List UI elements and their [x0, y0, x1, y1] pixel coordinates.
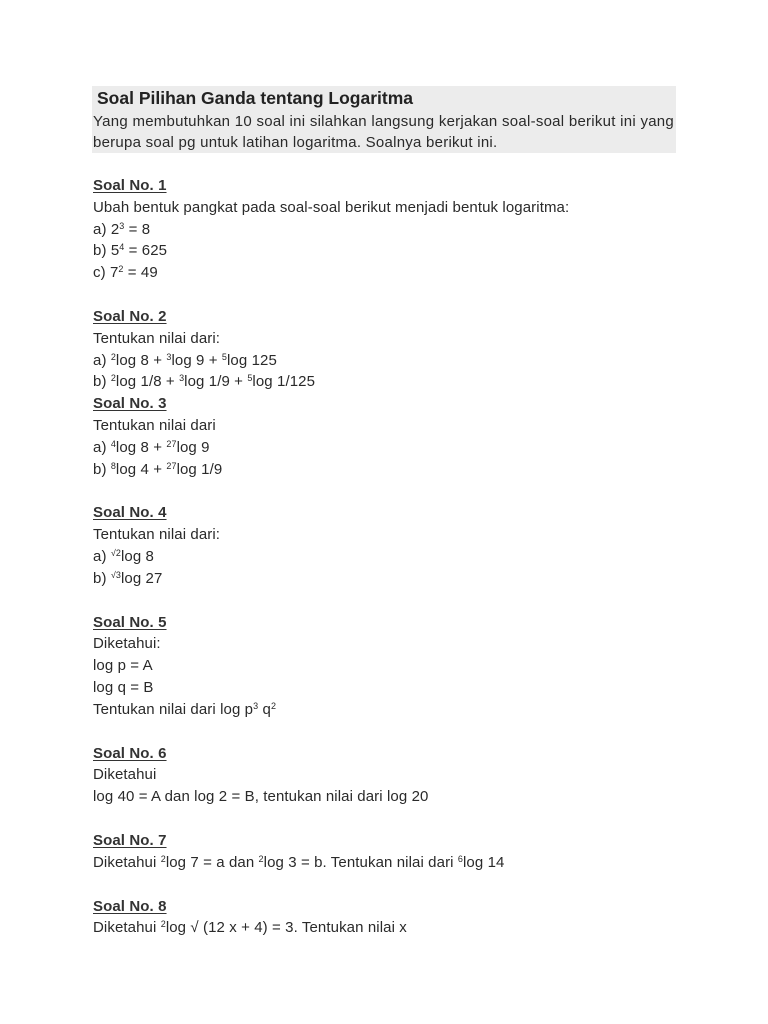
soal-7-heading: Soal No. 7 — [93, 831, 167, 849]
soal-1-item-c: c) $7^2 = 49$ — [93, 264, 158, 282]
soal-5-line-1: log p = A — [93, 657, 153, 675]
document-page — [93, 86, 676, 939]
soal-2-heading: Soal No. 2 — [93, 307, 167, 325]
soal-6-heading: Soal No. 6 — [93, 744, 167, 762]
soal-4-item-b: b) $^{√3}$log 27 — [93, 569, 163, 587]
soal-5-line-3: Tentukan nilai dari $\log p^3$ $q^2$ — [93, 700, 277, 718]
intro-box — [92, 86, 676, 153]
soal-1-item-a: a) $2^3 = 8$ — [93, 220, 151, 238]
soal-3-heading: Soal No. 3 — [93, 395, 167, 413]
soal-4-item-a: a) $^{√2}$log 8 — [93, 547, 154, 565]
soal-5-prompt: Diketahui: — [93, 635, 161, 653]
soal-1-prompt: Ubah bentuk pangkat pada soal-soal berikut menjadi bentuk logaritma: — [93, 198, 570, 216]
soal-8 — [93, 896, 676, 940]
soal-3-prompt: Tentukan nilai dari — [93, 416, 216, 434]
soal-3 — [93, 393, 676, 480]
soal-6 — [93, 743, 676, 808]
soal-7-line-1: Diketahui $^2$log 7 = a dan $^2$log 3 = b. Tentukan nilai dari $^6$log 14 — [93, 853, 505, 871]
soal-1-heading: Soal No. 1 — [93, 177, 167, 194]
soal-2-item-b: b) $^2$log 1/8 + $^3$log 1/9 + $^5$log 1/125 — [93, 373, 316, 391]
intro-paragraph: Yang membutuhkan 10 soal ini silahkan langsung kerjakan soal-soal berikut ini yang berupa soal pg untuk latihan logaritma. Soalnya berikut ini. — [93, 113, 674, 151]
soal-3-item-b: b) $^8$log 4 + $^{27}$log 1/9 — [93, 460, 223, 478]
soal-6-line-1: log 40 = A dan log 2 = B, tentukan nilai dari log 20 — [93, 788, 429, 806]
soal-2-item-a: a) $^2$log 8 + $^3$log 9 + $^5$log 125 — [93, 351, 277, 369]
soal-8-heading: Soal No. 8 — [93, 897, 167, 915]
soal-1-item-b: b) $5^4 = 625$ — [93, 242, 168, 260]
soal-8-line-1: Diketahui $^2$log √ (12 x + 4) = 3. Tentukan nilai x — [93, 919, 407, 937]
soal-2-prompt: Tentukan nilai dari: — [93, 329, 221, 347]
soal-5 — [93, 612, 676, 721]
soal-5-heading: Soal No. 5 — [93, 613, 167, 631]
soal-4-heading: Soal No. 4 — [93, 504, 167, 522]
soal-5-line-2: log q = B — [93, 678, 154, 696]
soal-4-prompt: Tentukan nilai dari: — [93, 526, 221, 544]
soal-4 — [93, 502, 676, 589]
soal-1 — [93, 175, 676, 284]
soal-2 — [93, 306, 676, 393]
soal-7 — [93, 830, 676, 874]
soal-3-item-a: a) $^4$log 8 + $^{27}$log 9 — [93, 438, 210, 456]
page-title: Soal Pilihan Ganda tentang Logaritma — [97, 88, 414, 108]
soal-6-prompt: Diketahui — [93, 766, 157, 784]
